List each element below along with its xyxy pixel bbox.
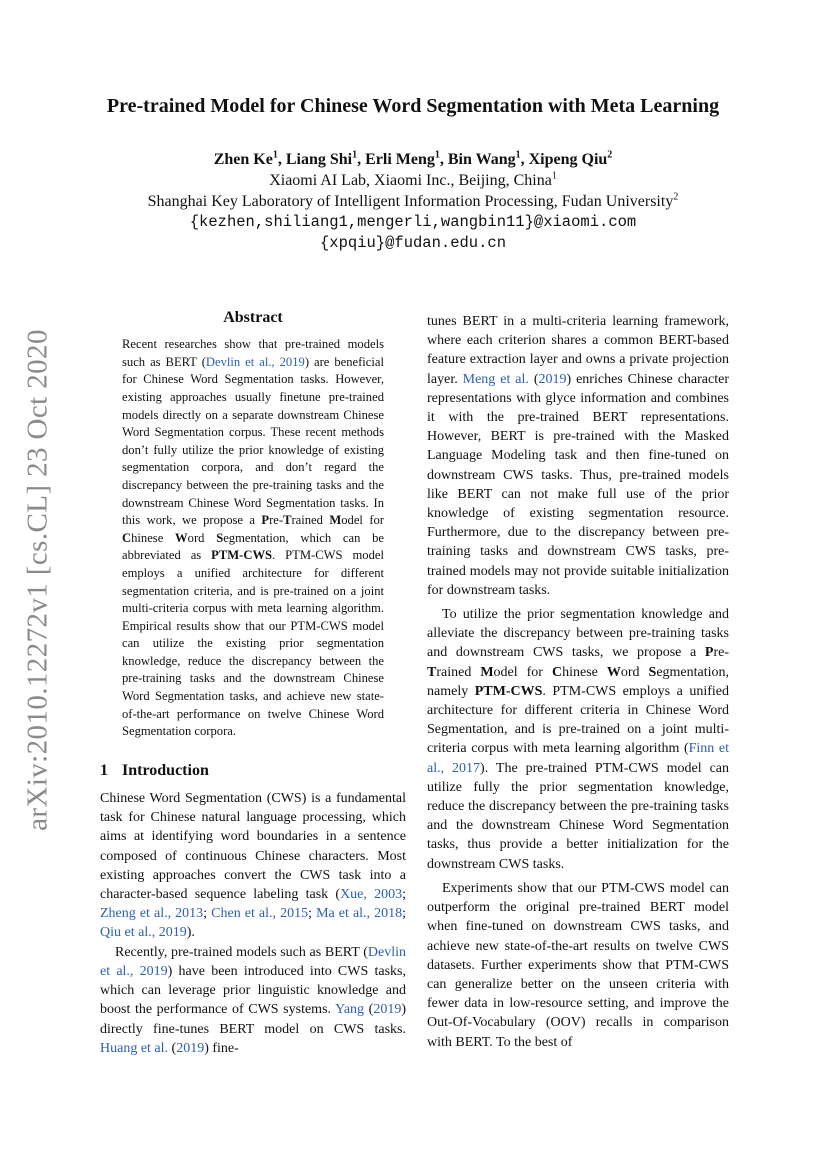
section-heading-introduction: 1 Introduction (100, 761, 209, 779)
intro-paragraph-1: Chinese Word Segmentation (CWS) is a fundamental task for Chinese natural language processing, which aims at identifying word boundaries in a sentence composed of continuous Chinese characters. Most existing approaches convert the CWS task into a character-based sequence labeling task (Xue, 2003; Zheng et al., 2013; Chen et al., 2015; Ma et al., 2018; Qiu et al., 2019). (100, 791, 407, 941)
citation-link[interactable]: Yang (335, 1002, 365, 1018)
author-block (90, 149, 736, 254)
arxiv-id: arXiv:2010.12272v1 [cs.CL] 23 Oct 2020 (21, 329, 54, 831)
intro-paragraph-2-continued: tunes BERT in a multi-criteria learning framework, where each criterion shares a common BERT-based feature extraction layer and owns a private projection layer. Meng et al. (2019) enriches Chinese character representations with glyce information and combines it with the pre-trained BERT representations. However, BERT is pre-trained with the Masked Language Modeling task and then fine-tuned on downstream CWS tasks. Thus, pre-trained models like BERT can not make full use of the prior knowledge of existing segmentation resource. Furthermore, due to the discrepancy between pre-training tasks and downstream CWS tasks, pre-trained models may not provide suitable initialization for downstream tasks. (427, 314, 729, 598)
author-affiliation-mark: 2 (607, 149, 613, 161)
email-xiaomi: {kezhen,shiliang1,mengerli,wangbin11}@xiaomi.com (189, 213, 637, 231)
left-column (100, 308, 406, 1058)
citation-link[interactable]: Chen et al., 2015 (211, 906, 309, 922)
abstract-heading: Abstract (223, 309, 283, 326)
intro-paragraph-4: Experiments show that our PTM-CWS model can outperform the original pre-trained BERT model when fine-tuned on downstream CWS tasks, and achieve new state-of-the-art results on twelve CWS datasets. Further experiments show that PTM-CWS can generalize better on the unseen criteria with fewer data in low-resource setting, and improve the Out-Of-Vocabulary (OOV) recalls in comparison with BERT. To the best of (427, 880, 729, 1050)
citation-link[interactable]: Ma et al., 2018 (316, 906, 403, 922)
author-name: Liang Shi (285, 151, 353, 168)
affiliation-fudan: Shanghai Key Laboratory of Intelligent Information Processing, Fudan University$^2$ (147, 191, 679, 210)
author-affiliation-mark: 1 (272, 149, 278, 161)
citation-link[interactable]: Huang et al. (100, 1040, 169, 1056)
author-name: Bin Wang (447, 151, 516, 168)
affiliation-xiaomi: Xiaomi AI Lab, Xiaomi Inc., Beijing, China$^1$ (269, 170, 557, 189)
citation-link[interactable]: 2019 (373, 1002, 402, 1018)
author-name: Erli Meng (365, 151, 435, 168)
author-names: Zhen Ke$^1$, Liang Shi$^1$, Erli Meng$^1$, Bin Wang$^1$, Xipeng Qiu$^2$ (213, 149, 613, 168)
intro-paragraph-2: Recently, pre-trained models such as BERT (Devlin et al., 2019) have been introduced into CWS tasks, which can leverage prior linguistic knowledge and boost the performance of CWS systems. Yang (2019) directly fine-tunes BERT model on CWS tasks. Huang et al. (2019) fine- (100, 944, 406, 1056)
author-name: Xipeng Qiu (528, 151, 608, 168)
citation-link[interactable]: Meng et al. (462, 371, 529, 387)
author-affiliation-mark: 1 (434, 149, 440, 161)
email-fudan: {xpqiu}@fudan.edu.cn (319, 234, 507, 252)
citation-link[interactable]: Zheng et al., 2013 (100, 906, 204, 922)
citation-link[interactable]: 2019 (176, 1040, 205, 1056)
author-name: Zhen Ke (213, 151, 273, 168)
paper-title: Pre-trained Model for Chinese Word Segmentation with Meta Learning (106, 95, 720, 117)
citation-link[interactable]: Finn et al., 2017 (427, 741, 730, 776)
intro-paragraph-3: To utilize the prior segmentation knowledge and alleviate the discrepancy between pre-training tasks and downstream CWS tasks, we propose a Pre-Trained Model for Chinese Word Segmentation, namely PTM-CWS. PTM-CWS employs a unified architecture for different criteria in Chinese Word Segmentation, and is pre-trained on a joint multi-criteria corpus with meta learning algorithm (Finn et al., 2017). The pre-trained PTM-CWS model can utilize fully the prior segmentation knowledge, reduce the discrepancy between the pre-training tasks and the downstream Chinese Word Segmentation tasks, thus provide a better initialization for the downstream CWS tasks. (427, 607, 730, 872)
abstract-text: Recent researches show that pre-trained models such as BERT (Devlin et al., 2019) are beneficial for Chinese Word Segmentation tasks. However, existing approaches usually finetune pre-trained models directly on a separate downstream Chinese Word Segmentation corpus. These recent methods don’t fully utilize the prior knowledge of existing segmentation corpora, and don’t regard the discrepancy between the pre-training tasks and the downstream Chinese Word Segmentation tasks. In this work, we propose a Pre-Trained Model for Chinese Word Segmentation, which can be abbreviated as PTM-CWS. PTM-CWS model employs a unified architecture for different segmentation criteria, and is pre-trained on a joint multi-criteria corpus with meta learning algorithm. Empirical results show that our PTM-CWS model can utilize the existing prior segmentation knowledge, reduce the discrepancy between the pre-training tasks and the downstream Chinese Word Segmentation tasks, and achieve new state-of-the-art performance on twelve Chinese Word Segmentation corpora. (122, 337, 385, 739)
author-affiliation-mark: 1 (515, 149, 521, 161)
author-affiliation-mark: 1 (352, 149, 358, 161)
citation-link[interactable]: Devlin et al., 2019 (100, 944, 406, 979)
citation-link[interactable]: Qiu et al., 2019 (100, 925, 187, 941)
citation-link[interactable]: Xue, 2003 (340, 887, 403, 903)
arxiv-watermark (18, 329, 58, 831)
citation-link[interactable]: Devlin et al., 2019 (205, 354, 305, 369)
citation-link[interactable]: 2019 (538, 371, 567, 387)
right-column (427, 312, 729, 1052)
